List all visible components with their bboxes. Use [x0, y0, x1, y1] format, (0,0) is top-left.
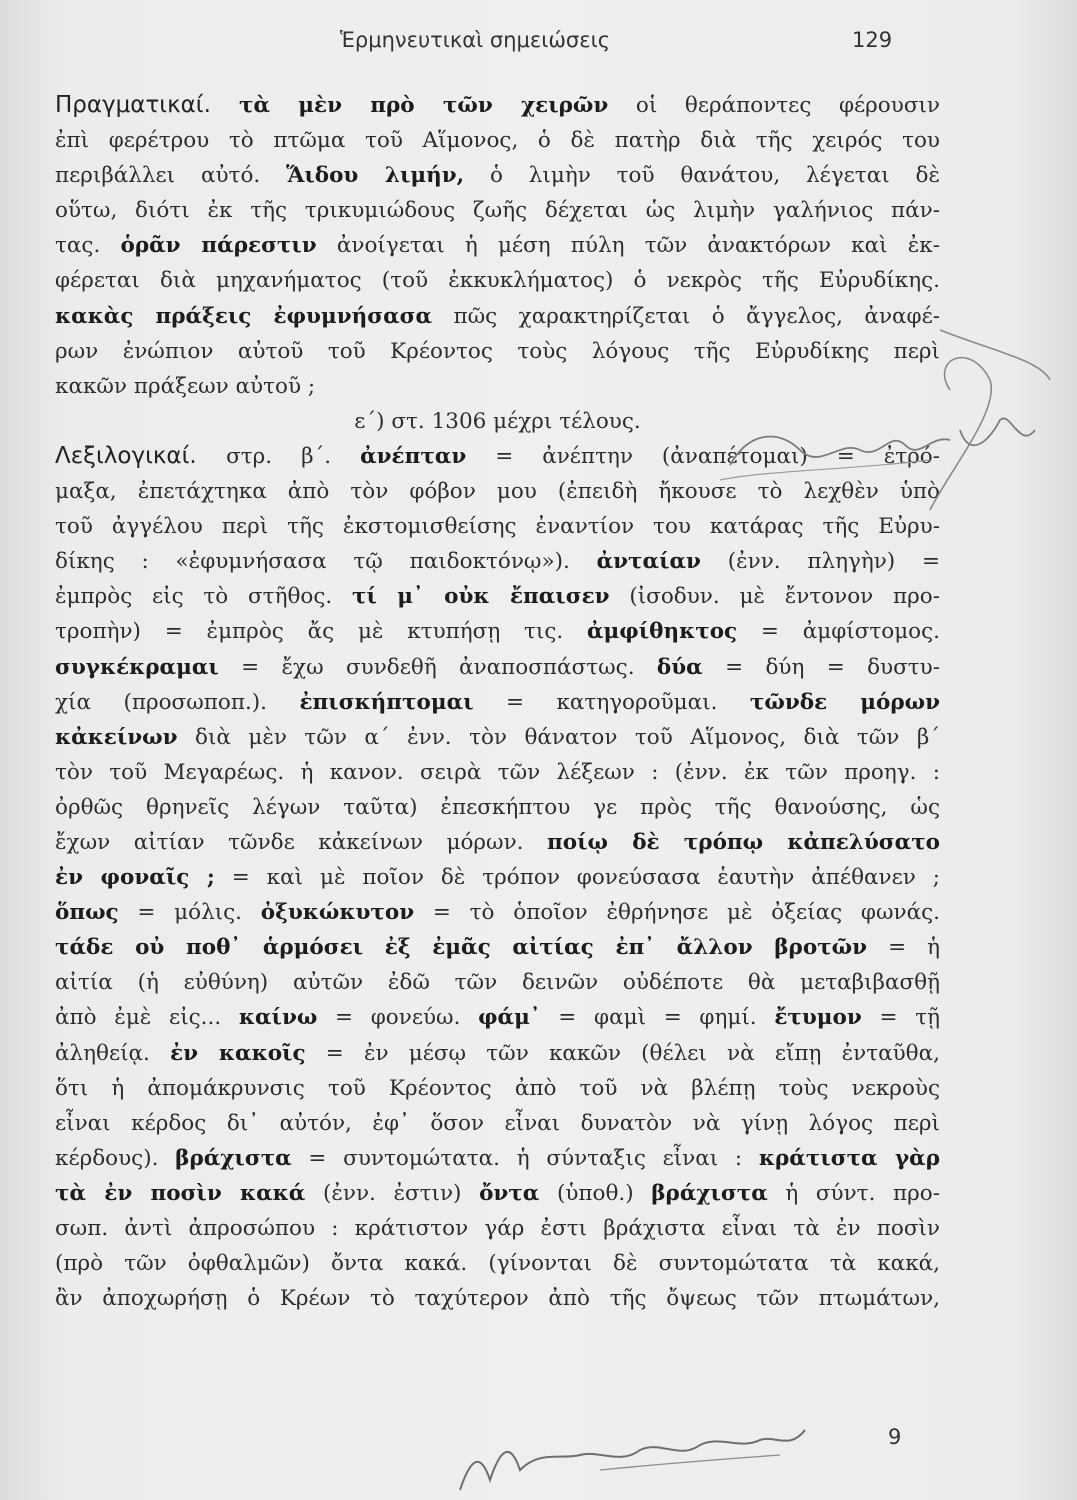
lemma-term: ὀξυκώκυτον — [260, 900, 415, 926]
text-line — [55, 1036, 940, 1071]
text-span: (πρὸ τῶν ὀφθαλμῶν) ὄντα κακά. (γίνονται δὲ συντομώτατα τὰ κακά, — [55, 1251, 940, 1277]
text-line — [55, 544, 940, 579]
text-span: μαξα, ἐπετάχτηκα ἀπὸ τὸν φόβον μου (ἐπειδὴ ἤκουσε τὸ λεχθὲν ὑπὸ — [55, 479, 940, 505]
lemma-term: ἀμφίθηκτος — [587, 619, 738, 645]
lemma-term: βράχιστα — [651, 1180, 768, 1206]
text-line — [55, 404, 940, 439]
text-span: κακῶν πράξεων αὐτοῦ ; — [55, 373, 316, 399]
section-heading: Πραγματικαί. — [55, 92, 239, 118]
running-title: Ἑρμηνευτικαὶ σημειώσεις — [340, 28, 611, 52]
text-line — [55, 825, 940, 860]
text-span: διὰ μὲν τῶν α΄ ἐνν. τὸν θάνατον τοῦ Αἵμονος, διὰ τῶν β΄ — [177, 724, 940, 750]
lemma-term: τὰ ἐν ποσὶν κακά — [55, 1180, 306, 1206]
lemma-term: βράχιστα — [175, 1145, 292, 1171]
text-line — [55, 334, 940, 369]
text-span: ἐπὶ φερέτρου τὸ πτῶμα τοῦ Αἵμονος, ὁ δὲ πατὴρ διὰ τῆς χειρός του — [55, 128, 940, 154]
text-span: αἰτία (ἡ εὐθύνη) αὐτῶν ἐδῶ τῶν δεινῶν οὐδέποτε θὰ μεταβιβασθῇ — [55, 970, 940, 996]
lemma-term: ἀνταίαν — [596, 549, 701, 575]
text-span: ἀπὸ ἐμὲ εἰς... — [55, 1005, 239, 1031]
text-span: ἔχων αἰτίαν τῶνδε κἀκείνων μόρων. — [55, 829, 548, 855]
lemma-term: τί μ᾽ οὐκ ἔπαισεν — [351, 584, 610, 610]
lemma-term: κράτιστα γὰρ — [758, 1145, 940, 1171]
text-span: ἀνοίγεται ἡ μέση πύλη τῶν ἀνακτόρων καὶ ἐκ- — [316, 233, 940, 259]
text-line — [55, 158, 940, 193]
lemma-term: ποίῳ δὲ τρόπῳ κἀπελύσατο — [547, 829, 940, 855]
text-span: = μόλις. — [118, 900, 261, 926]
text-line — [55, 1176, 940, 1211]
text-line — [55, 369, 940, 404]
text-span: = ἀνέπτην (ἀναπέτομαι) = ἐτρό- — [466, 443, 940, 469]
text-span: (ἐνν. πληγὴν) = — [700, 549, 940, 575]
text-span: στρ. β΄. — [226, 443, 361, 469]
page-header — [0, 28, 1077, 58]
text-line — [55, 299, 940, 334]
text-span: σωπ. ἀντὶ ἀπροσώπου : κράτιστον γάρ ἐστι βράχιστα εἶναι τὰ ἐν ποσὶν — [55, 1216, 940, 1241]
text-span: ἀληθείᾳ. — [55, 1040, 171, 1066]
lemma-term: ἐπισκήπτομαι — [299, 689, 474, 715]
commentary-text — [55, 88, 940, 1316]
text-span: τὸν τοῦ Μεγαρέως. ἡ κανον. σειρὰ τῶν λέξεων : (ἐνν. ἐκ τῶν προηγ. : — [55, 759, 940, 785]
text-span: (ἐνν. ἐστιν) — [305, 1180, 480, 1206]
text-line — [55, 755, 940, 790]
lemma-term: ὁρᾶν πάρεστιν — [120, 233, 317, 259]
text-line — [55, 1211, 940, 1246]
text-span: ἐμπρὸς εἰς τὸ στῆθος. — [55, 584, 352, 610]
lemma-term: τὰ μὲν πρὸ τῶν χειρῶν — [239, 93, 609, 118]
lemma-term: ἀνέπταν — [360, 443, 467, 469]
handwritten-signature-bottom — [450, 1410, 830, 1500]
text-span: κέρδους). — [55, 1145, 176, 1171]
lemma-term: κακὰς πράξεις ἐφυμνήσασα — [55, 303, 433, 329]
text-span: οὕτω, διότι ἐκ τῆς τρικυμιώδους ζωῆς δέχεται ὡς λιμὴν γαλήνιος πάν- — [55, 198, 940, 224]
lemma-term: ἔτυμον — [774, 1005, 862, 1031]
text-span: ἡ σύντ. προ- — [767, 1180, 940, 1206]
text-span: = δύη = δυστυ- — [702, 654, 940, 680]
text-span: οἱ θεράποντες φέρουσιν — [608, 93, 940, 118]
lemma-term: ὄντα — [479, 1180, 540, 1206]
lemma-term: δύα — [656, 654, 703, 680]
text-line — [55, 228, 940, 263]
text-span: τας. — [55, 233, 121, 259]
text-span: πῶς χαρακτηρίζεται ὁ ἄγγελος, ἀναφέ- — [432, 303, 940, 329]
text-line — [55, 895, 940, 930]
text-line — [55, 1106, 940, 1141]
text-span: = συντομώτατα. ἡ σύνταξις εἶναι : — [291, 1145, 759, 1171]
text-line — [55, 88, 940, 123]
lemma-term: συγκέκραμαι — [55, 654, 219, 680]
text-span: ρων ἐνώπιον αὐτοῦ τοῦ Κρέοντος τοὺς λόγους τῆς Εὐρυδίκης περὶ — [55, 338, 940, 364]
section-heading: Λεξιλογικαί. — [55, 442, 227, 469]
text-line — [55, 930, 940, 965]
text-line — [55, 123, 940, 158]
text-span: = κατηγοροῦμαι. — [473, 689, 750, 715]
lemma-term: ἐν φοναῖς ; — [55, 865, 215, 891]
text-span: = ἐν μέσῳ τῶν κακῶν (θέλει νὰ εἴπῃ ἐνταῦθα, — [305, 1040, 940, 1066]
text-span: ὅτι ἡ ἀπομάκρυνσις τοῦ Κρέοντος ἀπὸ τοῦ νὰ βλέπῃ τοὺς νεκροὺς — [55, 1075, 940, 1101]
text-span: = φαμὶ = φημί. — [540, 1005, 775, 1031]
lemma-term: Ἅιδου λιμήν, — [286, 163, 465, 189]
text-span: ὀρθῶς θρηνεῖς λέγων ταῦτα) ἐπεσκήπτου γε πρὸς τῆς θανούσης, ὡς — [55, 794, 940, 820]
lemma-term: τάδε οὐ ποθ᾽ ἁρμόσει ἐξ ἐμᾶς αἰτίας ἐπ᾽ ἄλλον βροτῶν — [55, 935, 868, 961]
lemma-term: τῶνδε μόρων — [749, 689, 940, 715]
lemma-term: ἐν κακοῖς — [170, 1040, 306, 1066]
lemma-term: κἀκείνων — [55, 724, 178, 750]
text-line — [55, 263, 940, 298]
lemma-term: φάμ᾽ — [478, 1005, 541, 1031]
text-span: εἶναι κέρδος δι᾽ αὐτόν, ἐφ᾽ ὅσον εἶναι δυνατὸν νὰ γίνῃ λόγος περὶ — [55, 1110, 940, 1136]
text-span: = τὸ ὁποῖον ἐθρήνησε μὲ ὀξείας φωνάς. — [414, 900, 940, 926]
text-span: χία (προσωποπ.). — [55, 689, 300, 715]
text-line — [55, 790, 940, 825]
text-line — [55, 1071, 940, 1106]
text-span: = ἡ — [867, 935, 940, 961]
text-line — [55, 193, 940, 228]
text-span: ὁ λιμὴν τοῦ θανάτου, λέγεται δὲ — [464, 163, 940, 189]
text-line — [55, 1281, 940, 1316]
text-line — [55, 614, 940, 649]
lemma-term: καίνω — [238, 1005, 318, 1031]
text-span: ἂν ἀποχωρήσῃ ὁ Κρέων τὸ ταχύτερον ἀπὸ τῆς ὄψεως τῶν πτωμάτων, — [55, 1286, 940, 1312]
lemma-term: ὅπως — [55, 900, 119, 926]
signature-mark: 9 — [888, 1425, 902, 1449]
text-line — [55, 720, 940, 755]
page-number: 129 — [852, 28, 893, 52]
text-span: = καὶ μὲ ποῖον δὲ τρόπον φονεύσασα ἑαυτὴν ἀπέθανεν ; — [214, 865, 940, 891]
text-line — [55, 1141, 940, 1176]
text-span: δίκης : «ἐφυμνήσασα τῷ παιδοκτόνῳ»). — [55, 549, 597, 575]
text-span: τροπὴν) = ἐμπρὸς ἄς μὲ κτυπήσῃ τις. — [55, 619, 587, 645]
text-line — [55, 650, 940, 685]
text-span: (ὑποθ.) — [539, 1180, 652, 1206]
text-span: τοῦ ἀγγέλου περὶ τῆς ἐκστομισθείσης ἐναντίον του κατάρας τῆς Εὐρυ- — [55, 514, 940, 540]
text-span: = ἀμφίστομος. — [737, 619, 940, 645]
text-line — [55, 509, 940, 544]
text-line — [55, 685, 940, 720]
text-line — [55, 965, 940, 1000]
text-line — [55, 860, 940, 895]
text-span: = φονεύω. — [317, 1005, 479, 1031]
text-line — [55, 1246, 940, 1281]
text-line — [55, 579, 940, 614]
text-span: φέρεται διὰ μηχανήματος (τοῦ ἐκκυκλήματος) ὁ νεκρὸς τῆς Εὐρυδίκης. — [55, 268, 940, 294]
text-line — [55, 474, 940, 509]
text-span: = τῇ — [861, 1005, 940, 1031]
text-span: περιβάλλει αὐτό. — [55, 163, 287, 189]
text-line — [55, 439, 940, 474]
text-line — [55, 1000, 940, 1035]
text-span: ε΄) στ. 1306 μέχρι τέλους. — [354, 408, 641, 434]
text-span: = ἔχω συνδεθῆ ἀναποσπάστως. — [218, 654, 657, 680]
text-span: (ἰσοδυν. μὲ ἔντονον προ- — [609, 584, 940, 610]
